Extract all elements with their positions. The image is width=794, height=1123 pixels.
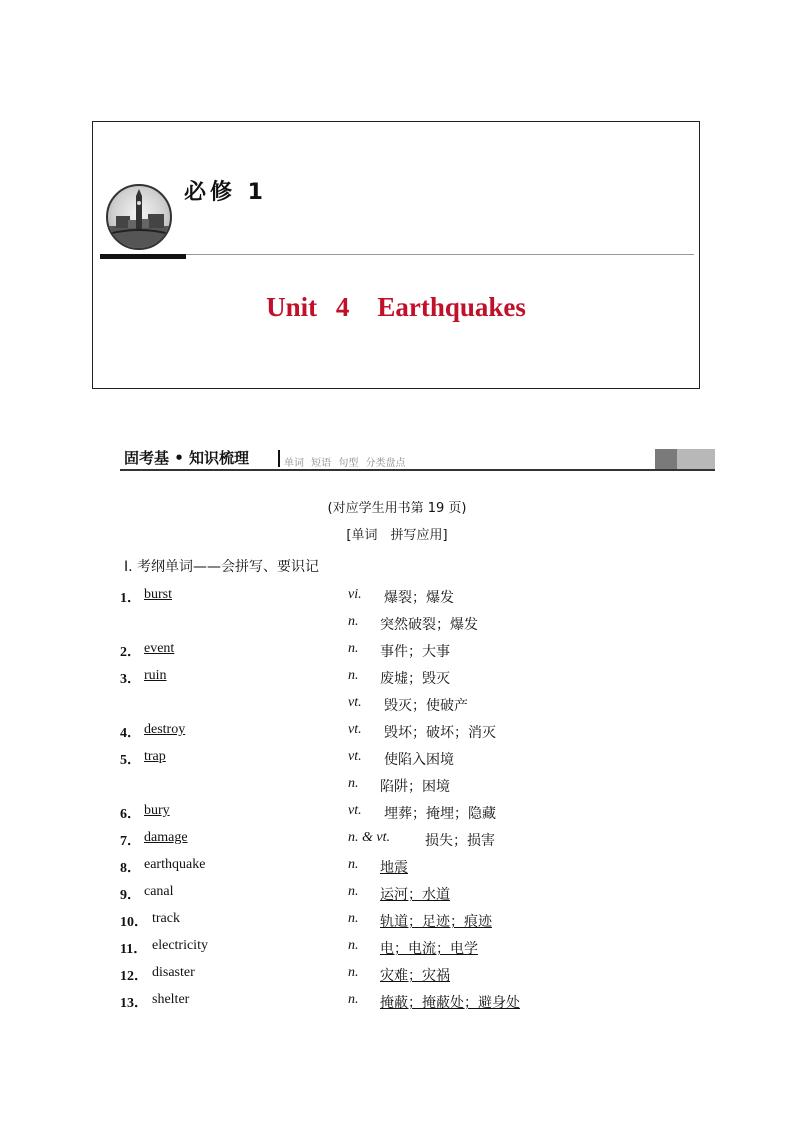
- part-title: Ⅰ. 考纲单词——会拼写、要识记: [124, 559, 320, 575]
- header-decoration-light: [677, 449, 715, 469]
- vocab-number: 9．: [120, 888, 141, 903]
- vocab-word: disaster: [152, 965, 195, 980]
- vocab-number: 13．: [120, 996, 148, 1011]
- vocab-meaning: 埋葬；掩埋；隐藏: [384, 806, 496, 822]
- vocab-number: 3．: [120, 672, 141, 687]
- vocab-meaning: 掩蔽；掩蔽处；避身处: [380, 995, 520, 1011]
- vocab-meaning: 电；电流；电学: [380, 941, 478, 957]
- vocab-row: [0, 722, 794, 746]
- vocab-number: 12．: [120, 969, 148, 984]
- vocab-word: track: [152, 911, 180, 926]
- vocab-pos: n.: [348, 884, 359, 899]
- vocab-number: 2．: [120, 645, 141, 660]
- big-ben-emblem-icon: [106, 184, 172, 250]
- vocab-meaning: 使陷入困境: [384, 752, 454, 768]
- vocab-word: destroy: [144, 722, 186, 737]
- vocab-row: [0, 776, 794, 800]
- vocab-pos: vi.: [348, 587, 362, 602]
- section-header: [120, 446, 715, 472]
- vocab-row: [0, 911, 794, 935]
- section-subtitle: 单词 短语 句型 分类盘点: [284, 458, 406, 469]
- vocab-pos: n.: [348, 776, 359, 791]
- vocab-meaning: 运河；水道: [380, 887, 450, 903]
- vocab-meaning: 毁坏；破坏；消灭: [384, 725, 496, 741]
- vocab-pos: vt.: [348, 695, 362, 710]
- vocab-meaning: 毁灭；使破产: [384, 698, 468, 714]
- vocab-word: earthquake: [144, 857, 206, 872]
- vocab-row: [0, 884, 794, 908]
- section-title: 固考基 • 知识梳理: [124, 449, 250, 467]
- vocab-number: 6．: [120, 807, 141, 822]
- vocab-meaning: 突然破裂；爆发: [380, 617, 478, 633]
- vocab-word: ruin: [144, 668, 167, 683]
- vocab-pos: n.: [348, 668, 359, 683]
- vocab-pos: vt.: [348, 803, 362, 818]
- vocab-row: [0, 668, 794, 692]
- vocab-row: [0, 641, 794, 665]
- vocab-meaning: 废墟；毁灭: [380, 671, 450, 687]
- vocab-word: event: [144, 641, 175, 656]
- vocab-row: [0, 965, 794, 989]
- header-underline: [120, 469, 715, 471]
- vocab-meaning: 地震: [380, 860, 408, 876]
- vocab-word: trap: [144, 749, 166, 764]
- vocab-meaning: 事件；大事: [380, 644, 450, 660]
- vocab-row: [0, 803, 794, 827]
- vocab-pos: n.: [348, 641, 359, 656]
- unit-title: [92, 292, 700, 323]
- vocab-row: [0, 749, 794, 773]
- vocab-word: electricity: [152, 938, 208, 953]
- vocab-meaning: 灾难；灾祸: [380, 968, 450, 984]
- vocab-row: [0, 830, 794, 854]
- vocab-number: 8．: [120, 861, 141, 876]
- vocab-number: 1．: [120, 591, 141, 606]
- skyline-icon: [108, 186, 170, 248]
- vocab-row: [0, 938, 794, 962]
- vocab-row: [0, 857, 794, 881]
- vocab-number: 5．: [120, 753, 141, 768]
- header-decoration-dark: [655, 449, 677, 469]
- vocab-row: [0, 695, 794, 719]
- vocab-number: 11．: [120, 942, 148, 957]
- vocab-meaning: 陷阱；困境: [380, 779, 450, 795]
- vocab-pos: n.: [348, 965, 359, 980]
- vocab-number: 4．: [120, 726, 141, 741]
- vocab-number: 7．: [120, 834, 141, 849]
- vocab-word: bury: [144, 803, 170, 818]
- vocab-word: damage: [144, 830, 188, 845]
- vocab-meaning: 损失；损害: [425, 833, 495, 849]
- vocab-number: 10．: [120, 915, 148, 930]
- vocab-pos: n.: [348, 857, 359, 872]
- vocab-word: burst: [144, 587, 172, 602]
- vocab-meaning: 爆裂；爆发: [384, 590, 454, 606]
- vocab-row: [0, 614, 794, 638]
- vocab-pos: n.: [348, 938, 359, 953]
- category-heading: [单词 拼写应用]: [346, 528, 448, 543]
- title-divider: [100, 254, 694, 255]
- unit-label: Unit 4: [266, 292, 350, 322]
- vocab-pos: n.: [348, 614, 359, 629]
- vocab-pos: vt.: [348, 722, 362, 737]
- section-separator: [278, 450, 280, 467]
- vocab-pos: n. & vt.: [348, 830, 390, 845]
- volume-label: 必修 1: [184, 180, 267, 205]
- vocab-pos: vt.: [348, 749, 362, 764]
- vocab-pos: n.: [348, 992, 359, 1007]
- vocab-row: [0, 992, 794, 1016]
- page-reference: (对应学生用书第 19 页): [327, 501, 467, 516]
- vocab-word: shelter: [152, 992, 190, 1007]
- vocab-row: [0, 587, 794, 611]
- title-divider-accent: [100, 254, 186, 259]
- vocab-meaning: 轨道；足迹；痕迹: [380, 914, 492, 930]
- unit-name: Earthquakes: [377, 292, 526, 322]
- vocab-pos: n.: [348, 911, 359, 926]
- vocab-word: canal: [144, 884, 174, 899]
